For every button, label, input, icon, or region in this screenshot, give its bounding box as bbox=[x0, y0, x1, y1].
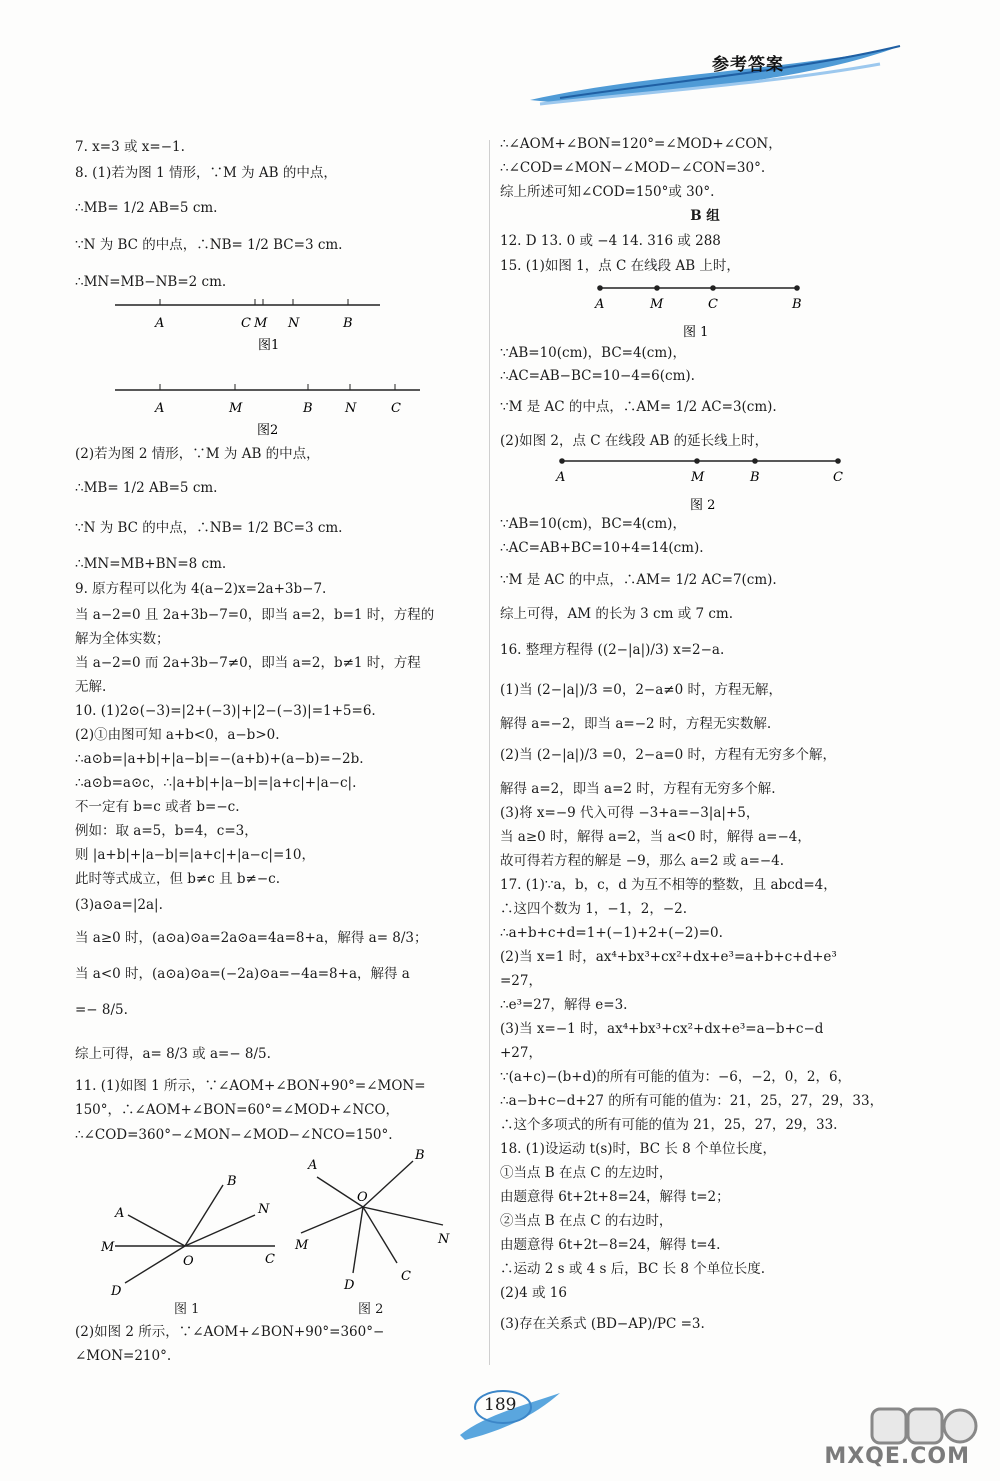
point-label: D bbox=[111, 1284, 122, 1299]
answer-line: (2)若为图 2 情形，∵M 为 AB 的中点， bbox=[75, 446, 320, 462]
point-label: A bbox=[155, 316, 165, 331]
answer-line: 解为全体实数； bbox=[75, 631, 170, 647]
point-label: N bbox=[258, 1202, 270, 1217]
answer-line: ∴∠COD=∠MON−∠MOD−∠CON=30°. bbox=[500, 160, 766, 176]
point-label: B bbox=[792, 297, 802, 312]
point-label: N bbox=[288, 316, 300, 331]
answer-line: (3)存在关系式 (BD−AP)/PC =3. bbox=[500, 1316, 705, 1332]
answer-line: 综上可得，AM 的长为 3 cm 或 7 cm. bbox=[500, 606, 734, 622]
answer-line: 15. (1)如图 1，点 C 在线段 AB 上时， bbox=[500, 258, 740, 274]
figure-caption: 图 1 bbox=[683, 325, 709, 340]
answer-line: 18. (1)设运动 t(s)时，BC 长 8 个单位长度， bbox=[500, 1141, 777, 1157]
answer-line: +27， bbox=[500, 1045, 542, 1061]
answer-line: 由题意得 6t+2t−8=24，解得 t=4. bbox=[500, 1237, 721, 1253]
answer-line: ∴这四个数为 1，−1，2，−2. bbox=[500, 901, 688, 917]
point-label: C bbox=[391, 401, 401, 416]
point-label: B bbox=[227, 1174, 237, 1189]
answer-line: ∵AB=10(cm)，BC=4(cm)， bbox=[500, 345, 686, 361]
page-number-decoration bbox=[455, 1385, 565, 1445]
answer-line: ∵N 为 BC 的中点，∴NB= 1/2 BC=3 cm. bbox=[75, 520, 343, 536]
answer-line: ∴MN=MB+BN=8 cm. bbox=[75, 556, 227, 572]
answer-line: ①当点 B 在点 C 的左边时， bbox=[500, 1165, 673, 1181]
answer-line: (2)①由图可知 a+b<0，a−b>0. bbox=[75, 727, 280, 743]
point-label: C bbox=[401, 1269, 411, 1284]
point-label: B bbox=[415, 1148, 425, 1163]
answer-line: 当 a≥0 时，解得 a=2，当 a<0 时，解得 a=−4， bbox=[500, 829, 811, 845]
answer-line: ∵(a+c)−(b+d)的所有可能的值为：−6，−2，0，2，6， bbox=[500, 1069, 852, 1085]
angle-figure-1 bbox=[75, 1155, 275, 1315]
answer-line: (2)4 或 16 bbox=[500, 1285, 567, 1301]
answer-line: 由题意得 6t+2t+8=24，解得 t=2； bbox=[500, 1189, 730, 1205]
point-label: M bbox=[295, 1238, 309, 1253]
point-label: D bbox=[344, 1278, 355, 1293]
answer-line: 当 a≥0 时，(a⊙a)⊙a=2a⊙a=4a=8+a，解得 a= 8/3； bbox=[75, 930, 428, 946]
answer-line: (2)如图 2，点 C 在线段 AB 的延长线上时， bbox=[500, 433, 769, 449]
point-label: O bbox=[183, 1254, 194, 1269]
point-label: N bbox=[438, 1232, 450, 1247]
answer-line: 10. (1)2⊙(−3)=|2+(−3)|+|2−(−3)|=1+5=6. bbox=[75, 703, 376, 719]
point-label: M bbox=[254, 316, 268, 331]
answer-line: ②当点 B 在点 C 的右边时， bbox=[500, 1213, 673, 1229]
answer-line: ∵M 是 AC 的中点，∴AM= 1/2 AC=3(cm). bbox=[500, 399, 777, 415]
answer-line: 当 a<0 时，(a⊙a)⊙a=(−2a)⊙a=−4a=8+a，解得 a bbox=[75, 966, 410, 982]
answer-line: 故可得若方程的解是 −9，那么 a=2 或 a=−4. bbox=[500, 853, 785, 869]
answer-line: ∴这个多项式的所有可能的值为 21，25，27，29，33. bbox=[500, 1117, 838, 1133]
answer-line: ∴MN=MB−NB=2 cm. bbox=[75, 274, 227, 290]
answer-line: ∠MON=210°. bbox=[75, 1348, 172, 1364]
point-label: A bbox=[556, 470, 566, 485]
point-label: C bbox=[833, 470, 843, 485]
point-label: A bbox=[308, 1158, 318, 1173]
point-label: B bbox=[750, 470, 760, 485]
answer-line: ∵N 为 BC 的中点，∴NB= 1/2 BC=3 cm. bbox=[75, 237, 343, 253]
figure-caption: 图 2 bbox=[690, 498, 716, 513]
point-label: A bbox=[155, 401, 165, 416]
answer-line: ∵M 是 AC 的中点，∴AM= 1/2 AC=7(cm). bbox=[500, 572, 777, 588]
point-label: C bbox=[241, 316, 251, 331]
answer-line: 例如：取 a=5，b=4，c=3， bbox=[75, 823, 258, 839]
answer-line: 8. (1)若为图 1 情形，∵M 为 AB 的中点， bbox=[75, 165, 337, 181]
answer-line: 11. (1)如图 1 所示，∵∠AOM+∠BON+90°=∠MON= bbox=[75, 1078, 426, 1094]
answer-line: =− 8/5. bbox=[75, 1002, 128, 1018]
answer-line: 解得 a=2，即当 a=2 时，方程有无穷多个解. bbox=[500, 781, 776, 797]
answer-line: (2)如图 2 所示，∵∠AOM+∠BON+90°=360°− bbox=[75, 1324, 385, 1340]
answer-line: 12. D 13. 0 或 −4 14. 316 或 288 bbox=[500, 233, 721, 249]
point-label: M bbox=[691, 470, 705, 485]
point-label: M bbox=[229, 401, 243, 416]
answer-line: 不一定有 b=c 或者 b=−c. bbox=[75, 799, 240, 815]
point-label: C bbox=[265, 1252, 275, 1267]
answer-line: (1)当 (2−|a|)/3 =0，2−a≠0 时，方程无解， bbox=[500, 682, 782, 698]
answer-line: 综上可得，a= 8/3 或 a=− 8/5. bbox=[75, 1046, 271, 1062]
section-heading: B 组 bbox=[690, 208, 720, 224]
point-label: C bbox=[708, 297, 718, 312]
point-label: A bbox=[595, 297, 605, 312]
answer-line: (2)当 (2−|a|)/3 =0，2−a=0 时，方程有无穷多个解， bbox=[500, 747, 836, 763]
answer-line: ∴a⊙b=a⊙c，∴|a+b|+|a−b|=|a+c|+|a−c|. bbox=[75, 775, 357, 791]
answer-line: 7. x=3 或 x=−1. bbox=[75, 139, 185, 155]
point-label: B bbox=[343, 316, 353, 331]
answer-line: (3)将 x=−9 代入可得 −3+a=−3|a|+5， bbox=[500, 805, 760, 821]
answer-line: 16. 整理方程得 ((2−|a|)/3) x=2−a. bbox=[500, 642, 725, 658]
figure-caption: 图 2 bbox=[358, 1302, 384, 1317]
point-label: A bbox=[115, 1206, 125, 1221]
answer-line: 综上所述可知∠COD=150°或 30°. bbox=[500, 184, 715, 200]
point-label: M bbox=[101, 1240, 115, 1255]
answer-line: ∴AC=AB−BC=10−4=6(cm). bbox=[500, 368, 695, 384]
page-number: 189 bbox=[484, 1395, 517, 1415]
line-figure-2 bbox=[75, 378, 435, 438]
answer-line: (3)a⊙a=|2a|. bbox=[75, 897, 163, 913]
answer-line: ∴运动 2 s 或 4 s 后，BC 长 8 个单位长度. bbox=[500, 1261, 766, 1277]
point-label: B bbox=[303, 401, 313, 416]
answer-line: (2)当 x=1 时，ax⁴+bx³+cx²+dx+e³=a+b+c+d+e³ bbox=[500, 949, 837, 965]
answer-line: 则 |a+b|+|a−b|=|a+c|+|a−c|=10， bbox=[75, 847, 315, 863]
answer-line: 150°，∴∠AOM+∠BON=60°=∠MOD+∠NCO， bbox=[75, 1102, 400, 1118]
answer-line: 解得 a=−2，即当 a=−2 时，方程无实数解. bbox=[500, 716, 772, 732]
answer-line: ∴a−b+c−d+27 的所有可能的值为：21，25，27，29，33， bbox=[500, 1093, 884, 1109]
answer-line: 当 a−2=0 而 2a+3b−7≠0，即当 a=2，b≠1 时，方程 bbox=[75, 655, 421, 671]
answer-line: ∵AB=10(cm)，BC=4(cm)， bbox=[500, 516, 686, 532]
answer-line: =27， bbox=[500, 973, 542, 989]
line-figure-1 bbox=[75, 293, 395, 353]
answer-line: ∴MB= 1/2 AB=5 cm. bbox=[75, 480, 218, 496]
answer-line: 此时等式成立，但 b≠c 且 b≠−c. bbox=[75, 871, 281, 887]
answer-line: ∴MB= 1/2 AB=5 cm. bbox=[75, 200, 218, 216]
line-figure-right-1 bbox=[500, 280, 820, 342]
figure-caption: 图1 bbox=[258, 338, 280, 353]
answer-line: ∴a⊙b=|a+b|+|a−b|=−(a+b)+(a−b)=−2b. bbox=[75, 751, 364, 767]
column-divider bbox=[489, 140, 490, 1365]
watermark-text: MXQE.COM bbox=[824, 1444, 970, 1469]
header-title: 参考答案 bbox=[712, 55, 784, 75]
answer-line: ∴∠COD=360°−∠MON−∠MOD−∠NCO=150°. bbox=[75, 1127, 393, 1143]
point-label: M bbox=[650, 297, 664, 312]
answer-line: (3)当 x=−1 时，ax⁴+bx³+cx²+dx+e³=a−b+c−d bbox=[500, 1021, 824, 1037]
point-label: O bbox=[357, 1190, 368, 1205]
point-label: N bbox=[345, 401, 357, 416]
figure-caption: 图 1 bbox=[174, 1302, 200, 1317]
answer-line: 无解. bbox=[75, 679, 107, 695]
answer-line: ∴a+b+c+d=1+(−1)+2+(−2)=0. bbox=[500, 925, 723, 941]
line-figure-right-2 bbox=[500, 453, 860, 515]
answer-line: 9. 原方程可以化为 4(a−2)x=2a+3b−7. bbox=[75, 581, 327, 597]
answer-line: ∴e³=27，解得 e=3. bbox=[500, 997, 628, 1013]
answer-line: 当 a−2=0 且 2a+3b−7=0，即当 a=2，b=1 时，方程的 bbox=[75, 607, 435, 623]
figure-caption: 图2 bbox=[257, 423, 279, 438]
answer-line: ∴∠AOM+∠BON=120°=∠MOD+∠CON， bbox=[500, 136, 782, 152]
angle-figure-2 bbox=[285, 1135, 465, 1295]
answer-line: ∴AC=AB+BC=10+4=14(cm). bbox=[500, 540, 704, 556]
answer-line: 17. (1)∵a，b，c，d 为互不相等的整数，且 abcd=4， bbox=[500, 877, 837, 893]
